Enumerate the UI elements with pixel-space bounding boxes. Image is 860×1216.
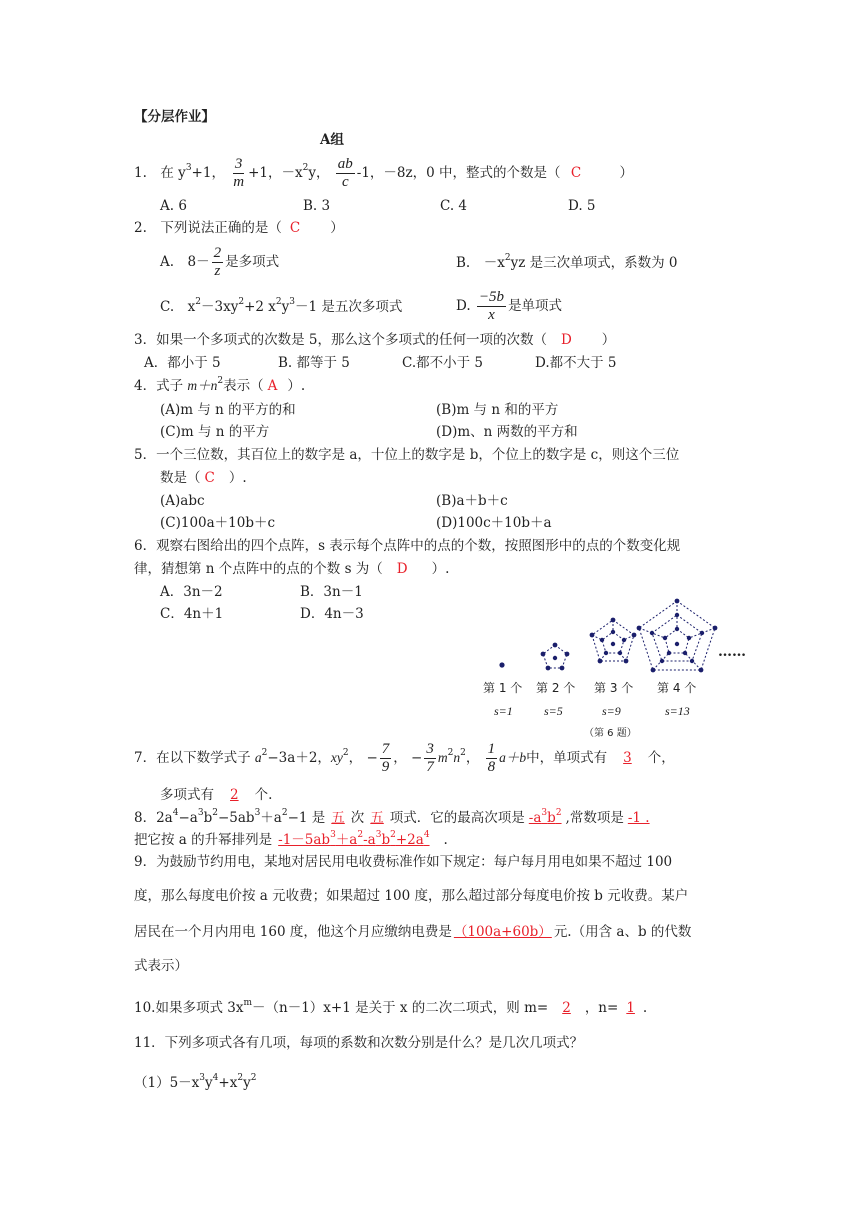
- q1-option-a: A. 6: [160, 198, 187, 214]
- question-10: 10.如果多项式 $3x^m-(n-1)x+1$ 是关于 x 的二次二项式，则 m= 2 ，n= 1 .: [134, 998, 648, 1016]
- figure-s-2: s=5: [544, 704, 563, 718]
- answer: C: [289, 220, 301, 236]
- q5-option-c: (C)100a＋10b＋c: [160, 515, 276, 531]
- lattice-2-dots: [541, 643, 570, 671]
- q2-option-d: D. $\frac{-5b}{x}$ 是单项式: [456, 289, 563, 323]
- question-2: 2. 下列说法正确的是（ C ）: [134, 220, 344, 236]
- q6-option-d: D．4n－3: [300, 606, 364, 622]
- answer: $-1-5ab^3+a^2-a^3b^2+2a^4$: [278, 830, 430, 848]
- question-5-line-2: 数是（ C ）.: [160, 470, 247, 486]
- q4-option-a: (A)m 与 n 的平方的和: [160, 402, 296, 418]
- fraction: $\frac{ab}{c}$: [337, 156, 353, 190]
- question-4: 4．式子 $m+n^2$表示（ A ）.: [134, 376, 306, 394]
- answer: 五: [370, 810, 384, 826]
- answer: $-a^3b^2$: [528, 808, 562, 826]
- question-8-line-1: 8．$2a^4-a^3b^2-5ab^3+a^2-1$ 是 五 次 五 项式．它的最高次项是 $-a^3b^2$ ,常数项是 -1 .: [134, 808, 654, 828]
- q6-option-b: B．3n－1: [300, 584, 363, 600]
- figure-label-2: 第 2 个: [536, 681, 576, 695]
- q2-option-b: B. $-x^2yz$ 是三次单项式，系数为 0: [456, 253, 678, 271]
- figure-s-1: s=1: [494, 704, 513, 718]
- answer: C: [570, 165, 582, 181]
- answer: 2: [562, 1000, 571, 1016]
- question-6-line-2: 律，猜想第 n 个点阵中的点的个数 s 为（ D ）.: [134, 561, 450, 577]
- figure-label-4: 第 4 个: [657, 681, 697, 695]
- q1-option-c: C. 4: [440, 198, 468, 214]
- figure-caption: （第 6 题）: [584, 728, 637, 739]
- question-9-line-4: 式表示）: [134, 958, 188, 974]
- answer: 1: [626, 1000, 635, 1016]
- question-11-item-1: $(1)5-x^3y^4+x^2y^2$: [134, 1073, 257, 1091]
- question-1: 1. 在 $y^3+1$， $\frac{3}{m}$ +1，$-x^2y$， $\frac{ab}{c}$ -1，－8z，0 中，整式的个数是（ C ）: [134, 156, 633, 190]
- figure-label-3: 第 3 个: [594, 681, 634, 695]
- q2-option-a: A. 8－ $\frac{2}{z}$ 是多项式: [160, 245, 280, 279]
- question-9-line-1: 9．为鼓励节约用电，某地对居民用电收费标准作如下规定：每户每月用电如果不超过 100: [134, 854, 673, 870]
- answer: A: [267, 378, 278, 394]
- lattice-3: [592, 620, 634, 661]
- group-title: A组: [320, 132, 344, 148]
- q3-option-b: B. 都等于 5: [278, 355, 350, 371]
- answer: C: [204, 470, 215, 486]
- answer: （100a+60b）: [453, 924, 552, 940]
- figure-s-4: s=13: [665, 704, 690, 718]
- question-7-line-2: 多项式有 2 个.: [160, 787, 273, 803]
- q3-option-c: C.都不小于 5: [402, 355, 484, 371]
- q3-option-a: A．都小于 5: [144, 355, 221, 371]
- q5-option-b: (B)a＋b＋c: [436, 493, 508, 509]
- answer: D: [396, 561, 408, 577]
- question-7-line-1: 7．在以下数学式子 $a^2-3a+2$，$xy^2$， − $\frac{7}{9}$ ， − $\frac{3}{7}$ $m^2n^2$， $\frac{1}{8}$ a＋b中，单项式有 3 个，: [134, 741, 675, 775]
- q2-option-c: C. $x^2-3xy^2+2$ $x^2y^3-1$ 是五次多项式: [160, 297, 403, 315]
- lattice-4: [639, 601, 715, 670]
- question-9-line-2: 度，那么每度电价按 a 元收费；如果超过 100 度，那么超过部分每度电价按 b 元收费。某户: [134, 888, 689, 904]
- question-8-line-2: 把它按 a 的升幂排列是 $-1-5ab^3+a^2-a^3b^2+2a^4$ .: [134, 830, 448, 848]
- q1-option-b: B. 3: [303, 198, 331, 214]
- answer: 2: [230, 787, 239, 803]
- answer: D: [560, 332, 572, 348]
- question-3: 3．如果一个多项式的次数是 5，那么这个多项式的任何一项的次数（ D ）: [134, 332, 616, 348]
- q1-option-d: D. 5: [568, 198, 596, 214]
- q3-option-d: D.都不大于 5: [535, 355, 617, 371]
- q6-option-c: C．4n＋1: [160, 606, 224, 622]
- answer: -1 .: [627, 810, 650, 826]
- figure-ellipsis: ……: [718, 644, 746, 660]
- q6-option-a: A．3n－2: [160, 584, 223, 600]
- question-6-line-1: 6．观察右图给出的四个点阵，s 表示每个点阵中的点的个数，按照图形中的点的个数变化规: [134, 538, 681, 554]
- section-title: 【分层作业】: [134, 109, 215, 125]
- lattice-1-dot: [499, 662, 504, 667]
- fraction: $\frac{3}{m}$: [233, 156, 245, 190]
- answer: 3: [623, 750, 632, 766]
- answer: 五: [331, 810, 345, 826]
- q5-option-a: (A)abc: [160, 493, 205, 509]
- q4-option-c: (C)m 与 n 的平方: [160, 424, 270, 440]
- question-11: 11．下列多项式各有几项，每项的系数和次数分别是什么？是几次几项式？: [134, 1035, 584, 1051]
- q4-option-b: (B)m 与 n 和的平方: [436, 402, 559, 418]
- figure-s-3: s=9: [602, 704, 621, 718]
- dot-lattice-figure: [480, 595, 770, 685]
- q5-option-d: (D)100c＋10b＋a: [436, 515, 552, 531]
- question-5-line-1: 5．一个三位数，其百位上的数字是 a，十位上的数字是 b，个位上的数字是 c，则这个三位: [134, 447, 680, 463]
- figure-label-1: 第 1 个: [483, 681, 523, 695]
- question-9-line-3: 居民在一个月内用电 160 度，他这个月应缴纳电费是 （100a+60b） 元.（用含 a、b 的代数: [134, 924, 692, 940]
- q4-option-d: (D)m、n 两数的平方和: [436, 424, 578, 440]
